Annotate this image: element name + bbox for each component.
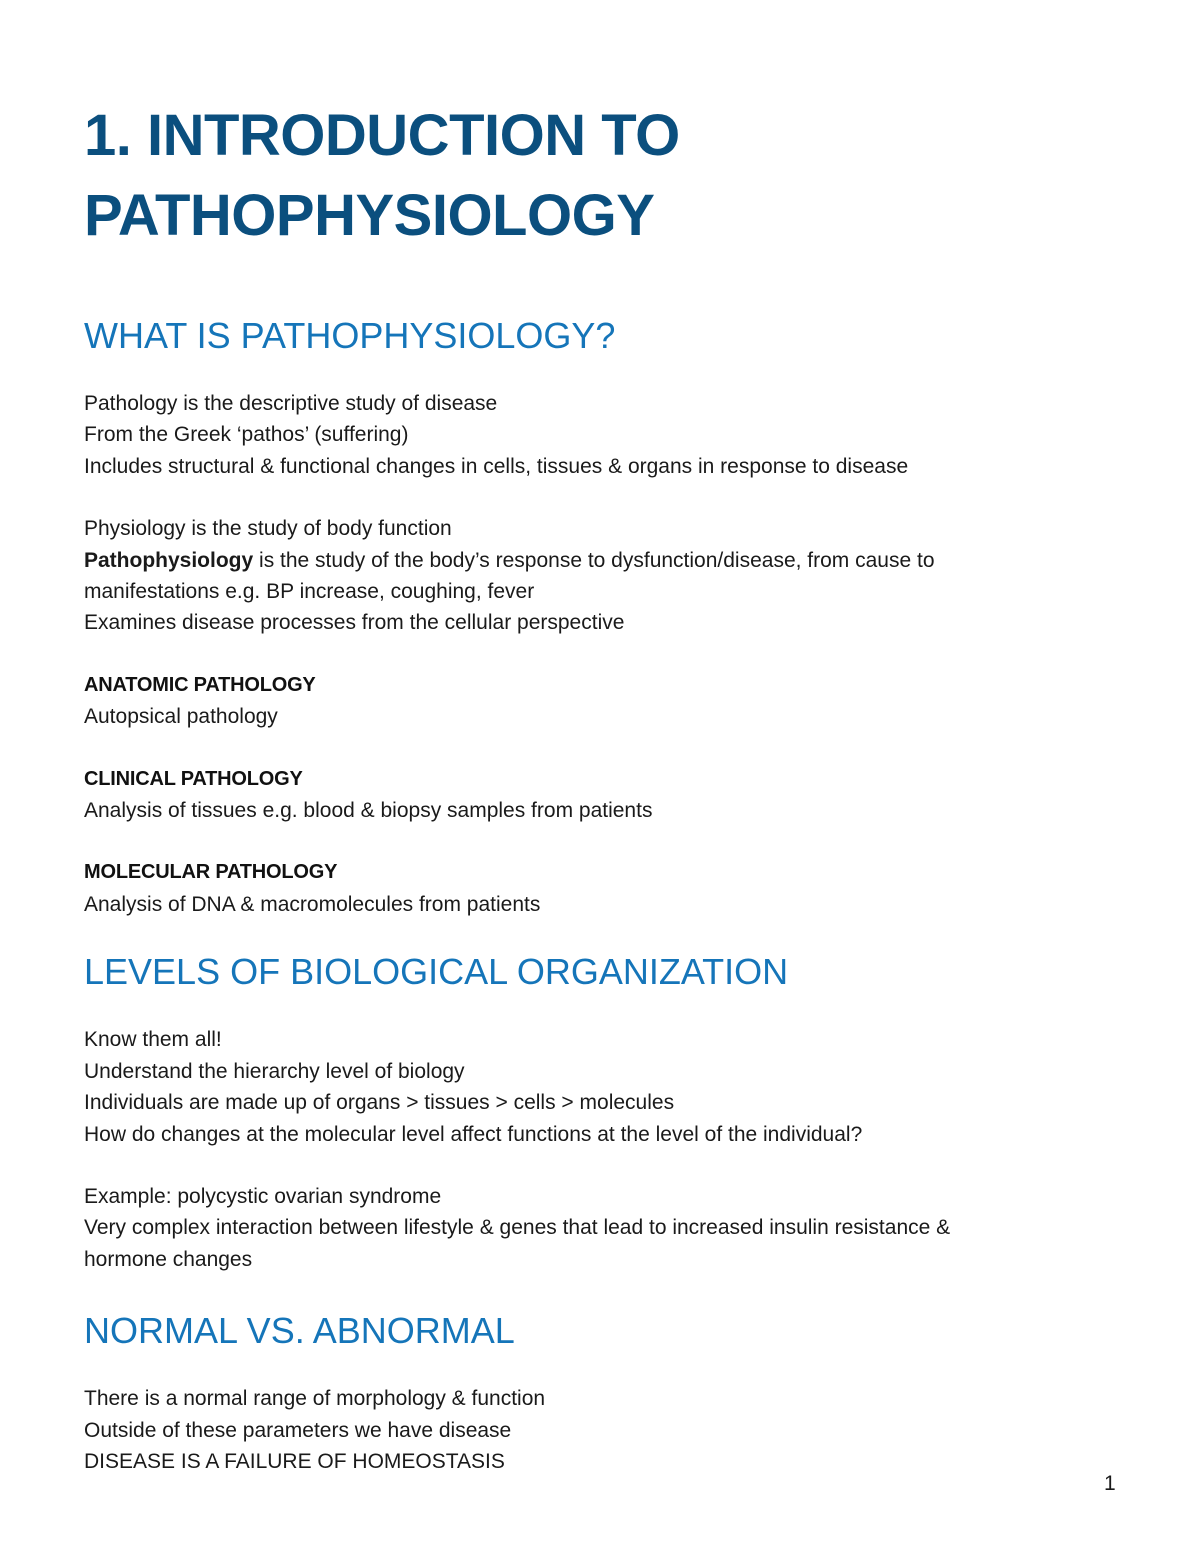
- text-line: DISEASE IS A FAILURE OF HOMEOSTASIS: [84, 1449, 505, 1473]
- pathophysiology-definition-text: is the study of the body’s response to dysfunction/disease, from cause to: [253, 548, 935, 572]
- text-line: There is a normal range of morphology & function: [84, 1387, 546, 1411]
- section-heading-normal-vs-abnormal: NORMAL VS. ABNORMAL: [84, 1310, 515, 1352]
- normal-abnormal-paragraph: [84, 1383, 1124, 1477]
- document-page: [84, 96, 1124, 1477]
- anatomic-pathology-title: ANATOMIC PATHOLOGY: [84, 673, 316, 696]
- text-line: Know them all!: [84, 1028, 222, 1052]
- text-line: How do changes at the molecular level affect functions at the level of the individual?: [84, 1122, 863, 1146]
- document-title-line-2: PATHOPHYSIOLOGY: [84, 183, 655, 248]
- anatomic-pathology-block: [84, 670, 1124, 733]
- text-line-pathophysiology-definition: [84, 545, 1124, 576]
- text-line: Outside of these parameters we have disease: [84, 1418, 512, 1442]
- text-line: Examines disease processes from the cellular perspective: [84, 611, 625, 635]
- text-line: From the Greek ‘pathos’ (suffering): [84, 423, 409, 447]
- text-line: Pathology is the descriptive study of disease: [84, 392, 498, 415]
- pathophysiology-term: Pathophysiology: [84, 548, 254, 572]
- text-line: Example: polycystic ovarian syndrome: [84, 1184, 442, 1208]
- levels-example-paragraph: [84, 1181, 1124, 1275]
- physiology-definition-paragraph: [84, 513, 1124, 639]
- text-line: Understand the hierarchy level of biology: [84, 1059, 465, 1083]
- anatomic-pathology-text: Autopsical pathology: [84, 705, 278, 729]
- molecular-pathology-block: [84, 857, 1124, 920]
- molecular-pathology-text: Analysis of DNA & macromolecules from patients: [84, 892, 541, 916]
- pathology-definition-paragraph: [84, 388, 1124, 482]
- text-line: manifestations e.g. BP increase, coughing, fever: [84, 580, 535, 604]
- text-line: Individuals are made up of organs > tissues > cells > molecules: [84, 1091, 675, 1115]
- text-line: Includes structural & functional changes in cells, tissues & organs in response to disease: [84, 454, 909, 478]
- clinical-pathology-block: [84, 764, 1124, 827]
- section-heading-levels-of-biological-organization: LEVELS OF BIOLOGICAL ORGANIZATION: [84, 951, 789, 993]
- clinical-pathology-title: CLINICAL PATHOLOGY: [84, 767, 303, 790]
- clinical-pathology-text: Analysis of tissues e.g. blood & biopsy samples from patients: [84, 799, 653, 823]
- document-title-line-1: 1. INTRODUCTION TO: [84, 103, 680, 168]
- document-title: [84, 96, 1124, 256]
- section-heading-what-is-pathophysiology: WHAT IS PATHOPHYSIOLOGY?: [84, 315, 616, 356]
- page-number: 1: [1104, 1472, 1116, 1495]
- text-line: hormone changes: [84, 1247, 253, 1271]
- molecular-pathology-title: MOLECULAR PATHOLOGY: [84, 861, 338, 884]
- levels-intro-paragraph: [84, 1024, 1124, 1150]
- text-line: Physiology is the study of body function: [84, 517, 452, 541]
- text-line: Very complex interaction between lifestyle & genes that lead to increased insulin resistance &: [84, 1216, 951, 1240]
